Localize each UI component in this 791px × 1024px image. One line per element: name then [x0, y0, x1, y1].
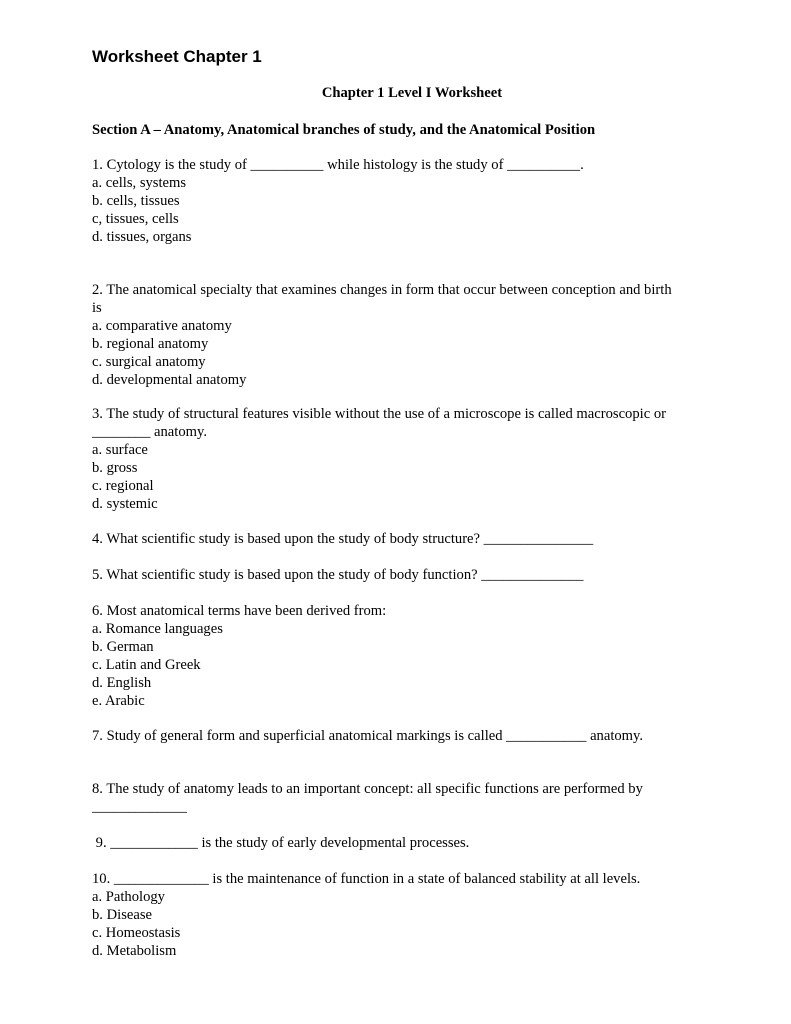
question-7	[92, 727, 732, 745]
question-2-option-a: a. comparative anatomy	[92, 318, 232, 334]
question-1-option-b: b. cells, tissues	[92, 193, 180, 209]
question-3-option-d: d. systemic	[92, 496, 158, 512]
question-3-text: 3. The study of structural features visible without the use of a microscope is called macroscopic or	[92, 406, 666, 422]
question-2-option-d: d. developmental anatomy	[92, 372, 247, 388]
question-3-option-a: a. surface	[92, 442, 148, 458]
question-7-text: 7. Study of general form and superficial anatomical markings is called ___________ anatomy.	[92, 728, 644, 744]
worksheet-document	[92, 84, 732, 959]
question-10-option-a: a. Pathology	[92, 889, 165, 905]
question-4	[92, 530, 732, 548]
worksheet-title: Chapter 1 Level I Worksheet	[321, 85, 503, 101]
question-5	[92, 566, 732, 584]
question-2-option-b: b. regional anatomy	[92, 336, 209, 352]
question-1-text: 1. Cytology is the study of __________ while histology is the study of __________.	[92, 157, 584, 173]
question-5-text: 5. What scientific study is based upon the study of body function? ______________	[92, 567, 584, 583]
question-6-option-c: c. Latin and Greek	[92, 657, 201, 673]
question-4-text: 4. What scientific study is based upon the study of body structure? _______________	[92, 531, 594, 547]
question-6	[92, 602, 732, 710]
question-1	[92, 156, 732, 246]
question-2	[92, 281, 732, 389]
page-heading: Worksheet Chapter 1	[92, 47, 262, 66]
question-3	[92, 405, 732, 513]
question-1-option-c: c, tissues, cells	[92, 211, 179, 227]
question-10-option-c: c. Homeostasis	[92, 925, 181, 941]
question-2-text-cont: is	[92, 300, 102, 316]
question-10	[92, 870, 732, 960]
question-2-text: 2. The anatomical specialty that examines changes in form that occur between conception and birth	[92, 282, 672, 298]
question-6-text: 6. Most anatomical terms have been derived from:	[92, 603, 387, 619]
question-10-option-d: d. Metabolism	[92, 943, 177, 959]
question-6-option-d: d. English	[92, 675, 152, 691]
question-8-text-cont: _____________	[92, 799, 187, 815]
question-6-option-b: b. German	[92, 639, 154, 655]
question-2-option-c: c. surgical anatomy	[92, 354, 206, 370]
question-1-option-a: a. cells, systems	[92, 175, 187, 191]
question-3-option-c: c. regional	[92, 478, 154, 494]
question-10-option-b: b. Disease	[92, 907, 152, 923]
question-8	[92, 780, 732, 816]
section-title: Section A – Anatomy, Anatomical branches of study, and the Anatomical Position	[92, 122, 596, 138]
question-10-text: 10. _____________ is the maintenance of function in a state of balanced stability at all levels.	[92, 871, 641, 887]
question-6-option-e: e. Arabic	[92, 693, 145, 709]
question-3-option-b: b. gross	[92, 460, 138, 476]
question-8-text: 8. The study of anatomy leads to an important concept: all specific functions are performed by	[92, 781, 643, 797]
question-1-option-d: d. tissues, organs	[92, 229, 192, 245]
question-9-text: 9. ____________ is the study of early developmental processes.	[92, 835, 470, 851]
question-9	[92, 834, 732, 852]
question-3-text-cont: ________ anatomy.	[92, 424, 207, 440]
question-6-option-a: a. Romance languages	[92, 621, 223, 637]
